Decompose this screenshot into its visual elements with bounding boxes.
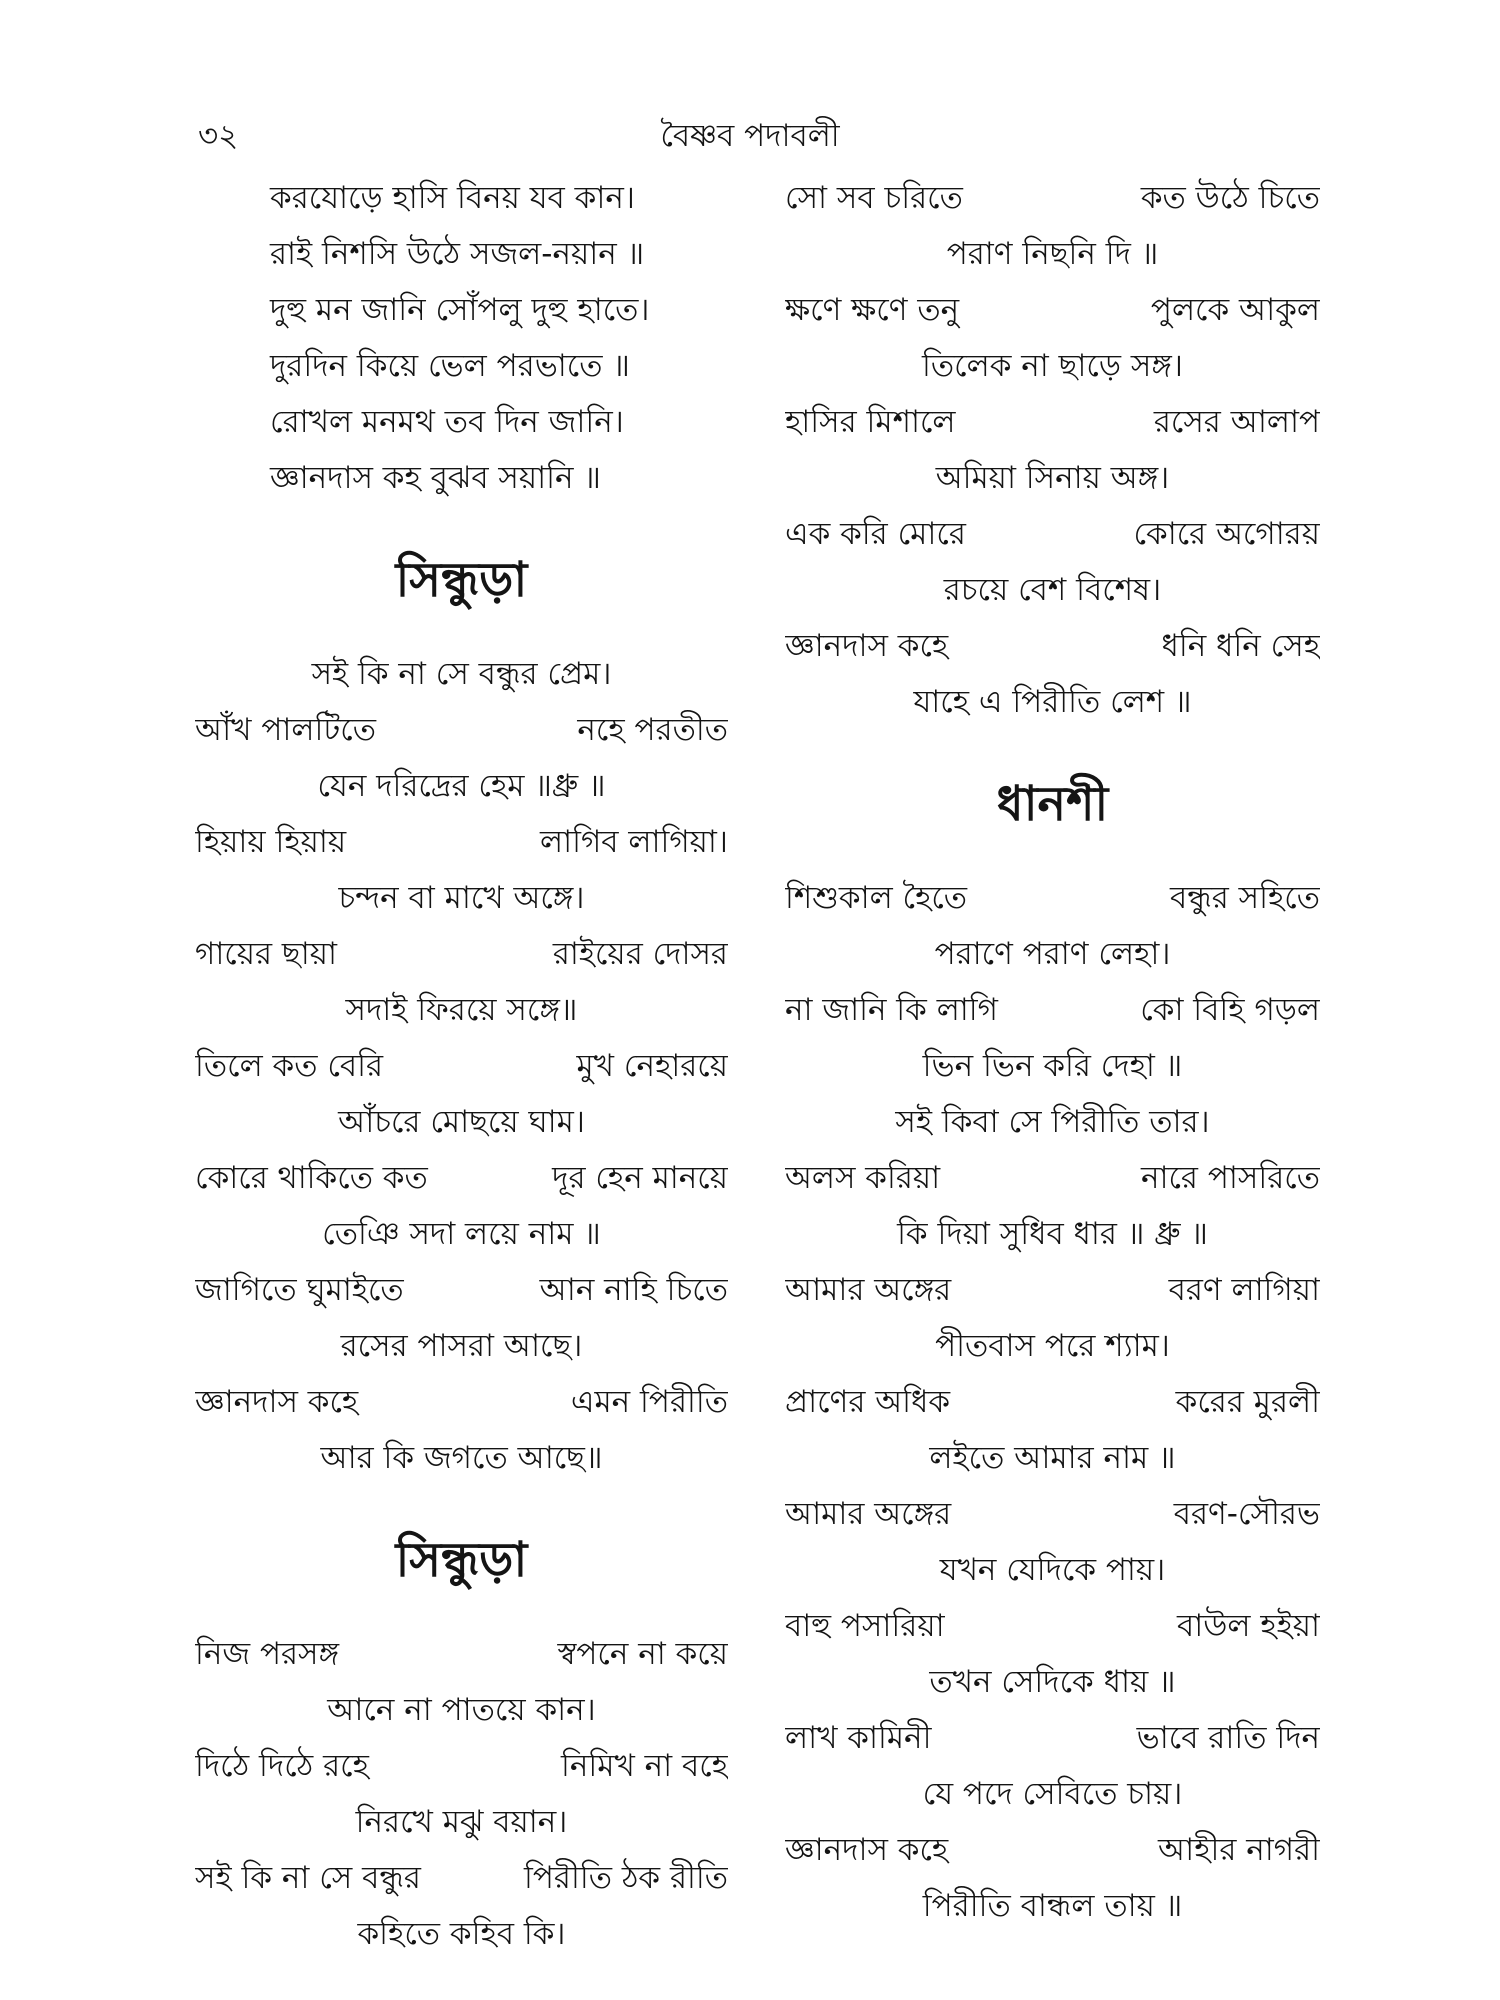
verse-pair (195, 702, 728, 758)
verse-line: নিরখে মঝু বয়ান। (355, 1804, 568, 1840)
verse-line: যে পদে সেবিতে চায়। (922, 1776, 1183, 1812)
verse-left-half: এক করি মোরে (785, 516, 966, 552)
verse-pair (195, 1738, 728, 1794)
refrain-line: সই কিবা সে পিরীতি তার। (895, 1104, 1210, 1140)
verse-line: কি দিয়া সুধিব ধার ॥ ধ্রু ॥ (897, 1216, 1208, 1252)
verse-line: সদাই ফিরয়ে সঙ্গে॥ (345, 992, 578, 1028)
verse-right-half: ভাবে রাতি দিন (1136, 1720, 1320, 1756)
verse-right-half: নিমিখ না বহে (560, 1748, 728, 1784)
verse-right-half: পুলকে আকুল (1150, 292, 1320, 328)
verse-right-half: নহে পরতীত (577, 712, 728, 748)
verse-right-half: বাউল হইয়া (1176, 1608, 1320, 1644)
verse-left-half: নিজ পরসঙ্গ (195, 1636, 340, 1672)
verse-pair (785, 1710, 1320, 1766)
verse-right-half: আন নাহি চিতে (539, 1272, 728, 1308)
verse-left-half: বাহু পসারিয়া (785, 1608, 945, 1644)
verse-right-half: বরণ-সৌরভ (1173, 1496, 1320, 1532)
verse-pair (785, 618, 1320, 674)
verse-left-half: আঁখ পালটিতে (195, 712, 376, 748)
page-number: ৩২ (198, 118, 239, 154)
running-title: বৈষ্ণব পদাবলী (660, 118, 840, 154)
verse-left-half: জাগিতে ঘুমাইতে (195, 1272, 404, 1308)
verse-line: যেন দরিদ্রের হেম ॥ধ্রু ॥ (317, 768, 606, 804)
verse-right-half: বন্ধুর সহিতে (1169, 880, 1320, 916)
verse-right-half: কত উঠে চিতে (1140, 180, 1320, 216)
verse-line: দুরদিন কিয়ে ভেল পরভাতে ॥ (270, 348, 630, 384)
verse-pair (195, 1626, 728, 1682)
verse-pair (195, 1038, 728, 1094)
right-column (785, 170, 1320, 1934)
verse-left-half: সই কি না সে বন্ধুর (195, 1860, 421, 1896)
verse-right-half: রসের আলাপ (1153, 404, 1320, 440)
verse-line: অমিয়া সিনায় অঙ্গ। (935, 460, 1170, 496)
refrain-line: সই কি না সে বন্ধুর প্রেম। (311, 656, 612, 692)
verse-line: লইতে আমার নাম ॥ (929, 1440, 1176, 1476)
verse-line: তখন সেদিকে ধায় ॥ (929, 1664, 1176, 1700)
verse-line: পরাণ নিছনি দি ॥ (946, 236, 1159, 272)
verse-pair (785, 1262, 1320, 1318)
verse-line: রোখল মনমথ তব দিন জানি। (270, 404, 624, 440)
verse-left-half: প্রাণের অধিক (785, 1384, 951, 1420)
verse-pair (195, 1850, 728, 1906)
verse-pair (785, 870, 1320, 926)
verse-left-half: গায়ের ছায়া (195, 936, 337, 972)
verse-pair (785, 1486, 1320, 1542)
verse-pair (195, 1262, 728, 1318)
verse-left-half: শিশুকাল হৈতে (785, 880, 968, 916)
verse-pair (195, 814, 728, 870)
verse-pair (785, 1822, 1320, 1878)
verse-pair (785, 506, 1320, 562)
verse-line: করযোড়ে হাসি বিনয় যব কান। (270, 180, 635, 216)
verse-line: আঁচরে মোছয়ে ঘাম। (338, 1104, 585, 1140)
verse-right-half: নারে পাসরিতে (1140, 1160, 1320, 1196)
verse-left-half: সো সব চরিতে (785, 180, 963, 216)
verse-pair (785, 1150, 1320, 1206)
verse-line: রচয়ে বেশ বিশেষ। (943, 572, 1162, 608)
verse-left-half: কোরে থাকিতে কত (195, 1160, 428, 1196)
verse-pair (785, 1374, 1320, 1430)
verse-right-half: মুখ নেহারয়ে (576, 1048, 728, 1084)
poem-heading: সিন্ধুড়া (395, 1532, 528, 1588)
verse-pair (195, 1150, 728, 1206)
verse-right-half: আহীর নাগরী (1158, 1832, 1320, 1868)
poem-heading: সিন্ধুড়া (395, 552, 528, 608)
verse-line: পীতবাস পরে শ্যাম। (935, 1328, 1170, 1364)
left-column (195, 170, 728, 1962)
verse-line: পরাণে পরাণ লেহা। (934, 936, 1171, 972)
verse-right-half: রাইয়ের দোসর (552, 936, 728, 972)
verse-line: যাহে এ পিরীতি লেশ ॥ (913, 684, 1192, 720)
verse-right-half: স্বপনে না কয়ে (557, 1636, 728, 1672)
verse-line: দুহু মন জানি সোঁপলু দুহু হাতে। (270, 292, 650, 328)
verse-line: তেঞি সদা লয়ে নাম ॥ (322, 1216, 601, 1252)
verse-pair (195, 1374, 728, 1430)
verse-line: তিলেক না ছাড়ে সঙ্গ। (922, 348, 1183, 384)
verse-line: রাই নিশসি উঠে সজল-নয়ান ॥ (270, 236, 645, 272)
verse-line: চন্দন বা মাখে অঙ্গে। (338, 880, 585, 916)
verse-right-half: কোরে অগোরয় (1133, 516, 1320, 552)
verse-left-half: ক্ষণে ক্ষণে তনু (785, 292, 960, 328)
verse-right-half: দূর হেন মানয়ে (552, 1160, 728, 1196)
verse-left-half: জ্ঞানদাস কহে (785, 1832, 949, 1868)
verse-left-half: আমার অঙ্গের (785, 1272, 952, 1308)
verse-line: রসের পাসরা আছে। (340, 1328, 583, 1364)
poem-heading: ধানশী (996, 776, 1109, 832)
verse-line: যখন যেদিকে পায়। (939, 1552, 1166, 1588)
verse-pair (785, 394, 1320, 450)
verse-left-half: লাখ কামিনী (785, 1720, 932, 1756)
verse-left-half: জ্ঞানদাস কহে (785, 628, 949, 664)
verse-right-half: করের মুরলী (1175, 1384, 1320, 1420)
verse-line: আর কি জগতে আছে॥ (320, 1440, 603, 1476)
verse-line: পিরীতি বান্ধল তায় ॥ (922, 1888, 1183, 1924)
verse-right-half: কো বিহি গড়ল (1140, 992, 1320, 1028)
verse-right-half: লাগিব লাগিয়া। (540, 824, 728, 860)
verse-line: ভিন ভিন করি দেহা ॥ (922, 1048, 1183, 1084)
verse-left-half: অলস করিয়া (785, 1160, 941, 1196)
verse-line: কহিতে কহিব কি। (357, 1916, 566, 1952)
verse-pair (785, 1598, 1320, 1654)
verse-pair (785, 982, 1320, 1038)
verse-left-half: দিঠে দিঠে রহে (195, 1748, 369, 1784)
verse-left-half: হিয়ায় হিয়ায় (195, 824, 347, 860)
verse-left-half: তিলে কত বেরি (195, 1048, 384, 1084)
verse-left-half: আমার অঙ্গের (785, 1496, 952, 1532)
verse-pair (785, 170, 1320, 226)
verse-left-half: হাসির মিশালে (785, 404, 956, 440)
verse-right-half: বরণ লাগিয়া (1168, 1272, 1320, 1308)
verse-line: আনে না পাতয়ে কান। (327, 1692, 596, 1728)
verse-pair (195, 926, 728, 982)
verse-left-half: জ্ঞানদাস কহে (195, 1384, 359, 1420)
verse-right-half: ধনি ধনি সেহ (1161, 628, 1320, 664)
verse-line: জ্ঞানদাস কহ বুঝব সয়ানি ॥ (270, 460, 601, 496)
verse-right-half: পিরীতি ঠক রীতি (524, 1860, 728, 1896)
verse-right-half: এমন পিরীতি (570, 1384, 728, 1420)
verse-pair (785, 282, 1320, 338)
verse-left-half: না জানি কি লাগি (785, 992, 998, 1028)
